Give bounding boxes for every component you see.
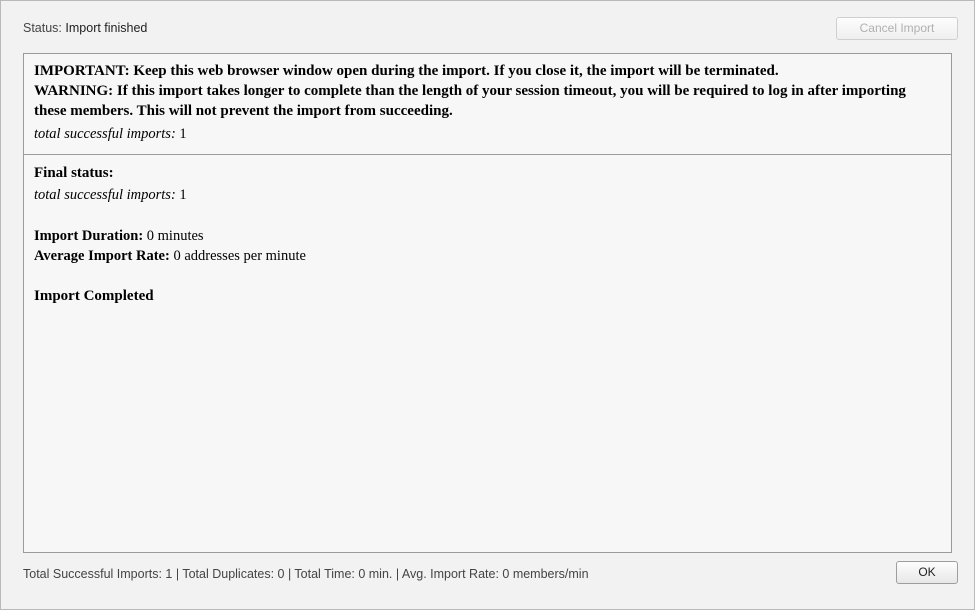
import-rate-line [34,247,941,267]
status-line [23,21,147,35]
important-label: IMPORTANT: [34,63,130,79]
final-total-label: total successful imports: [34,187,176,204]
import-rate-label: Average Import Rate: [34,247,170,264]
import-completed-text: Import Completed [34,288,154,305]
window-inner [9,9,966,601]
important-notice [34,62,941,82]
status-value: Import finished [65,21,148,35]
footer-summary-text: Total Successful Imports: 1 | Total Duplicates: 0 | Total Time: 0 min. | Avg. Import Rate: 0 members/min [23,567,589,581]
progress-counter [34,125,941,144]
ok-button[interactable]: OK [896,561,958,584]
import-duration-label: Import Duration: [34,228,144,245]
progress-counter-label: total successful imports: [34,126,176,143]
results-section [24,155,951,315]
footer-bar [9,557,966,601]
import-duration-line [34,227,941,247]
import-rate-value: 0 addresses per minute [173,247,306,264]
final-status-heading: Final status: [34,165,114,182]
final-total-value: 1 [179,187,187,204]
import-log-panel [23,53,952,553]
notice-section [24,54,951,155]
progress-counter-value: 1 [179,126,187,143]
results-spacer-1 [34,205,941,227]
import-duration-value: 0 minutes [146,228,204,245]
results-spacer-2 [34,266,941,288]
final-total-line [34,186,941,205]
cancel-import-button[interactable]: Cancel Import [836,17,958,40]
status-label: Status: [23,21,62,35]
header-bar [9,9,966,49]
important-text: Keep this web browser window open during the import. If you close it, the import will be terminated. [129,63,779,79]
warning-text: If this import takes longer to complete than the length of your session timeout, you will be required to log in after importing these members. This will not prevent the import from succeeding. [34,82,906,119]
warning-label: WARNING: [34,82,114,99]
warning-notice [34,82,941,122]
